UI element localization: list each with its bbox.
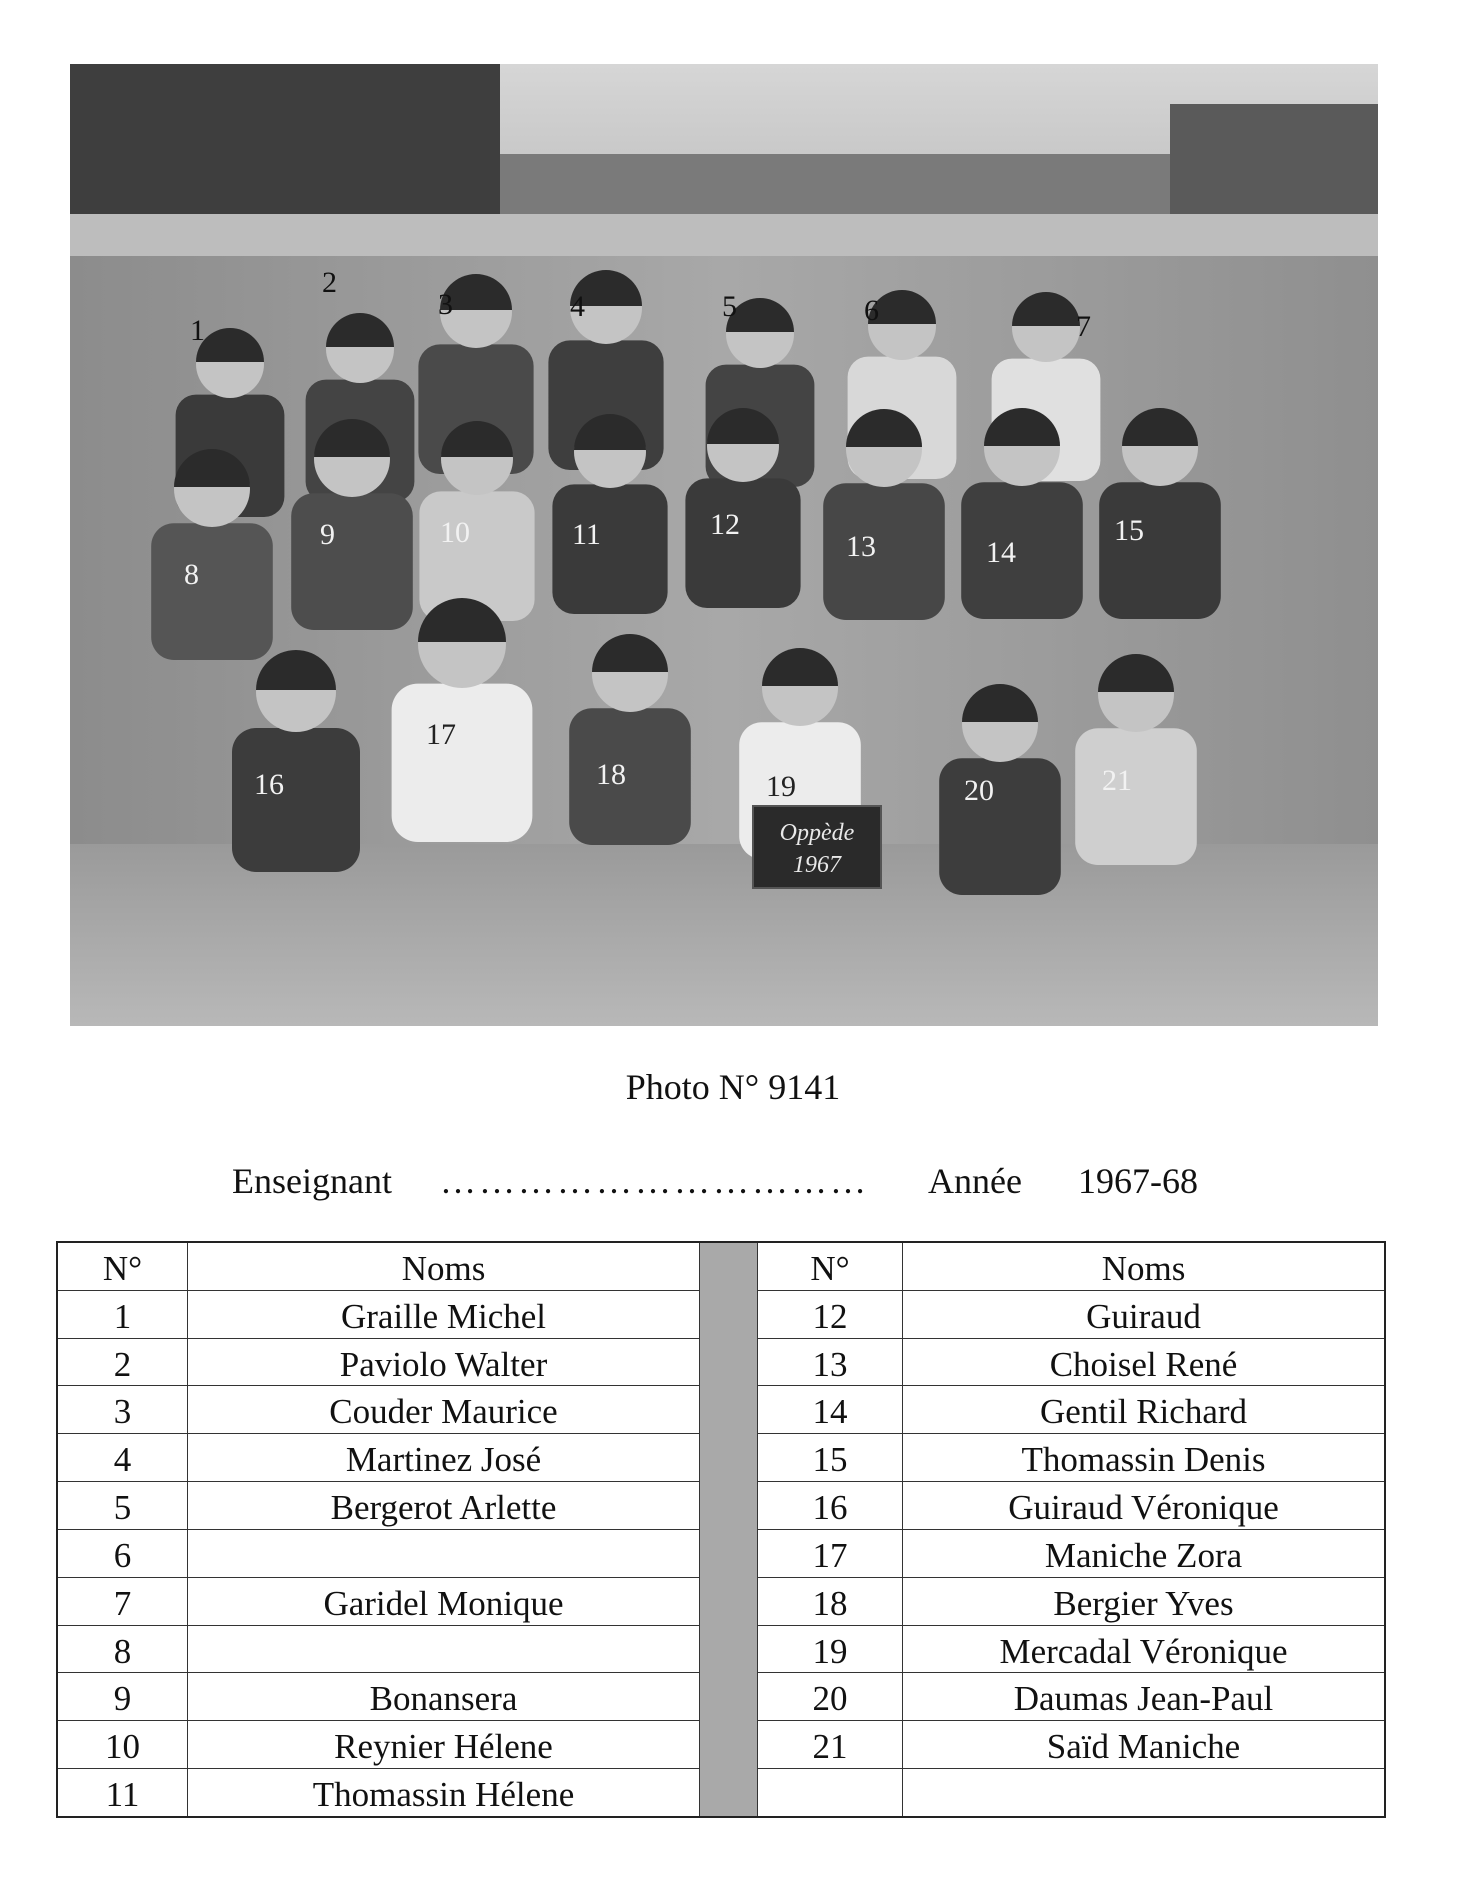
right-number-cell: 21 [758,1721,902,1769]
left-name-cell [188,1626,699,1674]
right-number-header: N° [758,1243,902,1291]
right-name-cell [903,1769,1384,1816]
child-number-label: 5 [722,290,737,323]
child-number-label: 2 [322,266,337,299]
chalkboard-line-2: 1967 [793,852,841,878]
names-table [56,1241,1386,1818]
child-number-label: 11 [572,518,601,551]
left-number-cell: 3 [58,1386,187,1434]
child-number-label: 18 [596,758,626,791]
left-number-cell: 9 [58,1673,187,1721]
chalkboard [753,806,881,888]
child-number-label: 8 [184,558,199,591]
left-number-cell: 2 [58,1339,187,1387]
child-body [685,478,800,608]
photo-caption: Photo N° 9141 [625,1067,841,1107]
teacher-value: …………………………… [440,1161,869,1201]
right-number-cell: 15 [758,1434,902,1482]
left-name-cell: Bonansera [188,1673,699,1721]
child-number-label: 3 [438,288,453,321]
teacher-label: Enseignant [232,1161,392,1201]
right-name-cell: Saïd Maniche [903,1721,1384,1769]
right-name-cell: Mercadal Véronique [903,1626,1384,1674]
right-number-cell: 18 [758,1578,902,1626]
child-number-label: 7 [1076,310,1091,343]
left-number-cell: 10 [58,1721,187,1769]
child-number-label: 12 [710,508,740,541]
child-body [569,708,691,845]
left-name-cell: Garidel Monique [188,1578,699,1626]
right-name-cell: Guiraud Véronique [903,1482,1384,1530]
child-body [961,482,1083,619]
child-number-label: 21 [1102,764,1132,797]
chalkboard-line-1: Oppède [779,820,855,846]
child-body [291,493,413,630]
separator-column [700,1243,758,1816]
left-name-cell: Paviolo Walter [188,1339,699,1387]
right-name-cell: Gentil Richard [903,1386,1384,1434]
right-number-column [758,1243,903,1816]
left-name-cell [188,1530,699,1578]
left-number-header: N° [58,1243,187,1291]
year-label: Année [928,1161,1022,1201]
left-number-cell: 6 [58,1530,187,1578]
right-name-cell: Thomassin Denis [903,1434,1384,1482]
right-name-cell: Guiraud [903,1291,1384,1339]
left-name-column [188,1243,700,1816]
right-number-cell: 20 [758,1673,902,1721]
child-number-label: 9 [320,518,335,551]
left-number-column [58,1243,188,1816]
left-name-cell: Couder Maurice [188,1386,699,1434]
child-body [151,523,273,660]
right-number-cell [758,1769,902,1816]
child-number-label: 13 [846,530,876,563]
child-number-label: 14 [986,536,1016,569]
left-number-cell: 1 [58,1291,187,1339]
left-name-cell: Thomassin Hélene [312,1775,575,1815]
child-number-label: 10 [440,516,470,549]
left-number-cell: 5 [58,1482,187,1530]
right-name-cell: Bergier Yves [903,1578,1384,1626]
child-body [1099,482,1221,619]
left-name-cell: Bergerot Arlette [188,1482,699,1530]
left-number-cell: 8 [58,1626,187,1674]
wall-coping [70,214,1378,256]
class-photo-image [70,64,1378,1026]
child-body [939,758,1061,895]
left-number-cell: 11 [105,1775,140,1815]
right-number-cell: 14 [758,1386,902,1434]
child-number-label: 17 [426,718,456,751]
left-name-cell: Graille Michel [188,1291,699,1339]
left-number-cell: 7 [58,1578,187,1626]
child-number-label: 15 [1114,514,1144,547]
left-number-cell: 4 [58,1434,187,1482]
right-number-cell: 19 [758,1626,902,1674]
child-body [552,484,667,614]
right-number-cell: 17 [758,1530,902,1578]
right-name-cell: Choisel René [903,1339,1384,1387]
right-name-header: Noms [903,1243,1384,1291]
right-name-column [903,1243,1384,1816]
child-number-label: 20 [964,774,994,807]
right-number-cell: 16 [758,1482,902,1530]
right-name-cell: Maniche Zora [903,1530,1384,1578]
child-body [392,684,533,842]
left-name-cell: Martinez José [188,1434,699,1482]
right-number-cell: 12 [758,1291,902,1339]
child-number-label: 1 [190,314,205,347]
child-number-label: 6 [864,294,879,327]
child-body [823,483,945,620]
right-number-cell: 13 [758,1339,902,1387]
year-value: 1967-68 [1078,1161,1198,1201]
child-number-label: 19 [766,770,796,803]
child-body [232,728,360,872]
tree-foliage [70,64,500,224]
child-number-label: 4 [570,290,585,323]
left-name-cell: Reynier Hélene [188,1721,699,1769]
child-number-label: 16 [254,768,284,801]
class-photo [70,64,1378,1026]
left-name-header: Noms [188,1243,699,1291]
right-name-cell: Daumas Jean-Paul [903,1673,1384,1721]
child-body [1075,728,1197,865]
